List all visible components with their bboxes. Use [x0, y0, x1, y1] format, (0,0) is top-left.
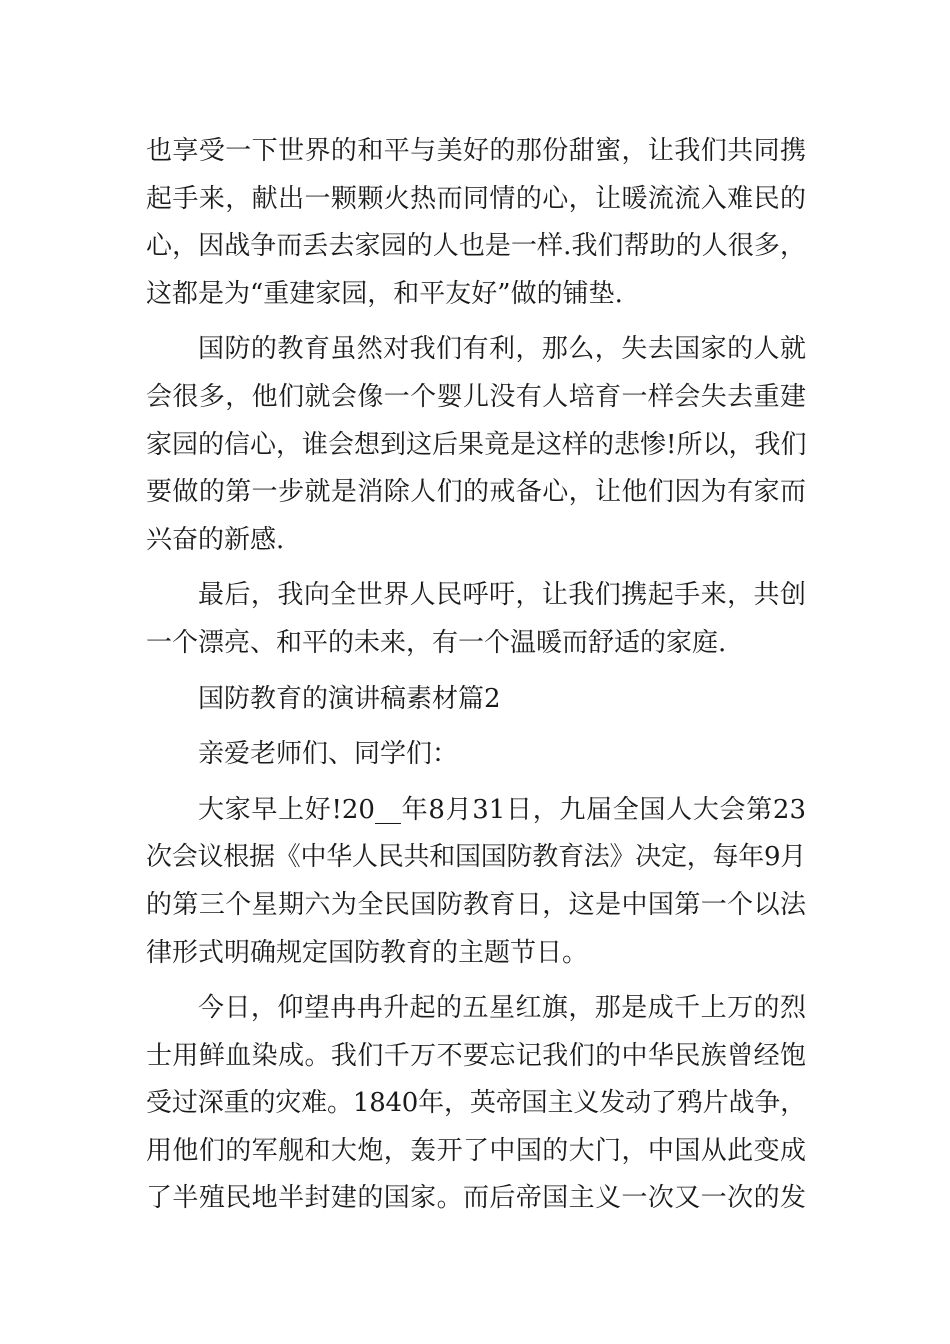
paragraph-line: 的第三个星期六为全民国防教育日，这是中国第一个以法 — [146, 889, 806, 920]
paragraph-line: 律形式明确规定国防教育的主题节日。 — [146, 937, 589, 968]
paragraph-line: 会很多，他们就会像一个婴儿没有人培育一样会失去重建 — [146, 381, 806, 412]
paragraph-line: 一个漂亮、和平的未来，有一个温暖而舒适的家庭. — [146, 627, 727, 658]
paragraph-line: 兴奋的新感. — [146, 524, 285, 555]
paragraph-line: 最后，我向全世界人民呼吁，让我们携起手来，共创 — [198, 580, 806, 611]
paragraph-line: 这都是为“重建家园，和平友好”做的铺垫. — [146, 278, 623, 309]
paragraph-line: 今日，仰望冉冉升起的五星红旗，那是成千上万的烈 — [198, 993, 806, 1024]
paragraph-line: 要做的第一步就是消除人们的戒备心，让他们因为有家而 — [146, 477, 806, 508]
paragraph-line: 心，因战争而丢去家园的人也是一样.我们帮助的人很多， — [146, 231, 806, 262]
paragraph-line: 也享受一下世界的和平与美好的那份甜蜜，让我们共同携 — [146, 136, 806, 166]
section-heading: 国防教育的演讲稿素材篇2 — [198, 683, 501, 714]
paragraph-line: 国防的教育虽然对我们有利，那么，失去国家的人就 — [198, 334, 806, 365]
paragraph-line: 受过深重的灾难。1840年，英帝国主义发动了鸦片战争， — [146, 1088, 806, 1119]
paragraph-line: 家园的信心，谁会想到这后果竟是这样的悲惨!所以，我们 — [146, 429, 807, 460]
paragraph-line: 起手来，献出一颗颗火热而同情的心，让暖流流入难民的 — [146, 183, 806, 214]
paragraph-line: 大家早上好!20__年8月31日，九届全国人大会第23 — [198, 794, 806, 825]
document-body — [146, 128, 806, 1223]
salutation: 亲爱老师们、同学们： — [198, 739, 459, 770]
paragraph-line: 士用鲜血染成。我们千万不要忘记我们的中华民族曾经饱 — [146, 1040, 806, 1071]
paragraph-line: 用他们的军舰和大炮，轰开了中国的大门，中国从此变成 — [146, 1135, 806, 1166]
paragraph-line: 了半殖民地半封建的国家。而后帝国主义一次又一次的发 — [146, 1183, 806, 1214]
paragraph-line: 次会议根据《中华人民共和国国防教育法》决定，每年9月 — [146, 842, 807, 873]
